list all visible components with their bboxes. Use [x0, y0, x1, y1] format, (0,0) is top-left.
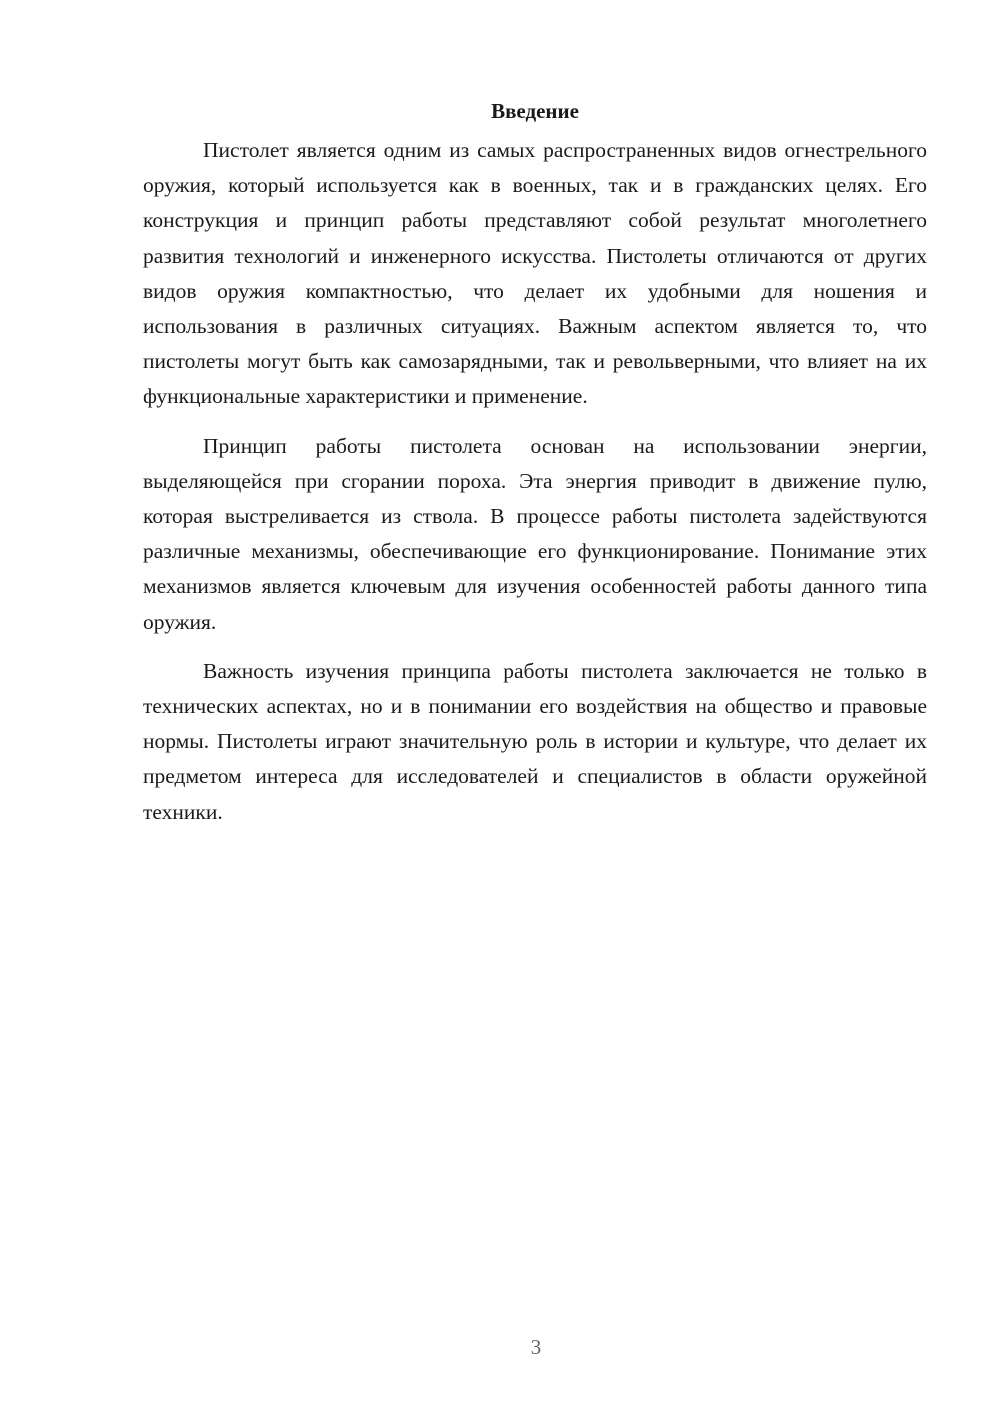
paragraph-2: Принцип работы пистолета основан на использовании энергии, выделяющейся при сгорании пороха. Эта энергия приводит в движение пулю, которая выстреливается из ствола. В процессе работы пистолета задействуются различные механизмы, обеспечивающие его функционирование. Понимание этих механизмов является ключевым для изучения особенностей работы данного типа оружия. — [143, 433, 927, 634]
section-heading: Введение — [491, 99, 579, 123]
page-content — [143, 97, 927, 830]
page-number: 3 — [530, 1335, 542, 1359]
paragraph-3: Важность изучения принципа работы пистолета заключается не только в технических аспектах, но и в понимании его воздействия на общество и правовые нормы. Пистолеты играют значительную роль в истории и культуре, что делает их предметом интереса для исследователей и специалистов в области оружейной техники. — [143, 658, 927, 824]
paragraph-1: Пистолет является одним из самых распространенных видов огнестрельного оружия, который используется как в военных, так и в гражданских целях. Его конструкция и принцип работы представляют собой результат многолетнего развития технологий и инженерного искусства. Пистолеты отличаются от других видов оружия компактностью, что делает их удобными для ношения и использования в различных ситуациях. Важным аспектом является то, что пистолеты могут быть как самозарядными, так и револьверными, что влияет на их функциональные характеристики и применение. — [143, 138, 927, 409]
